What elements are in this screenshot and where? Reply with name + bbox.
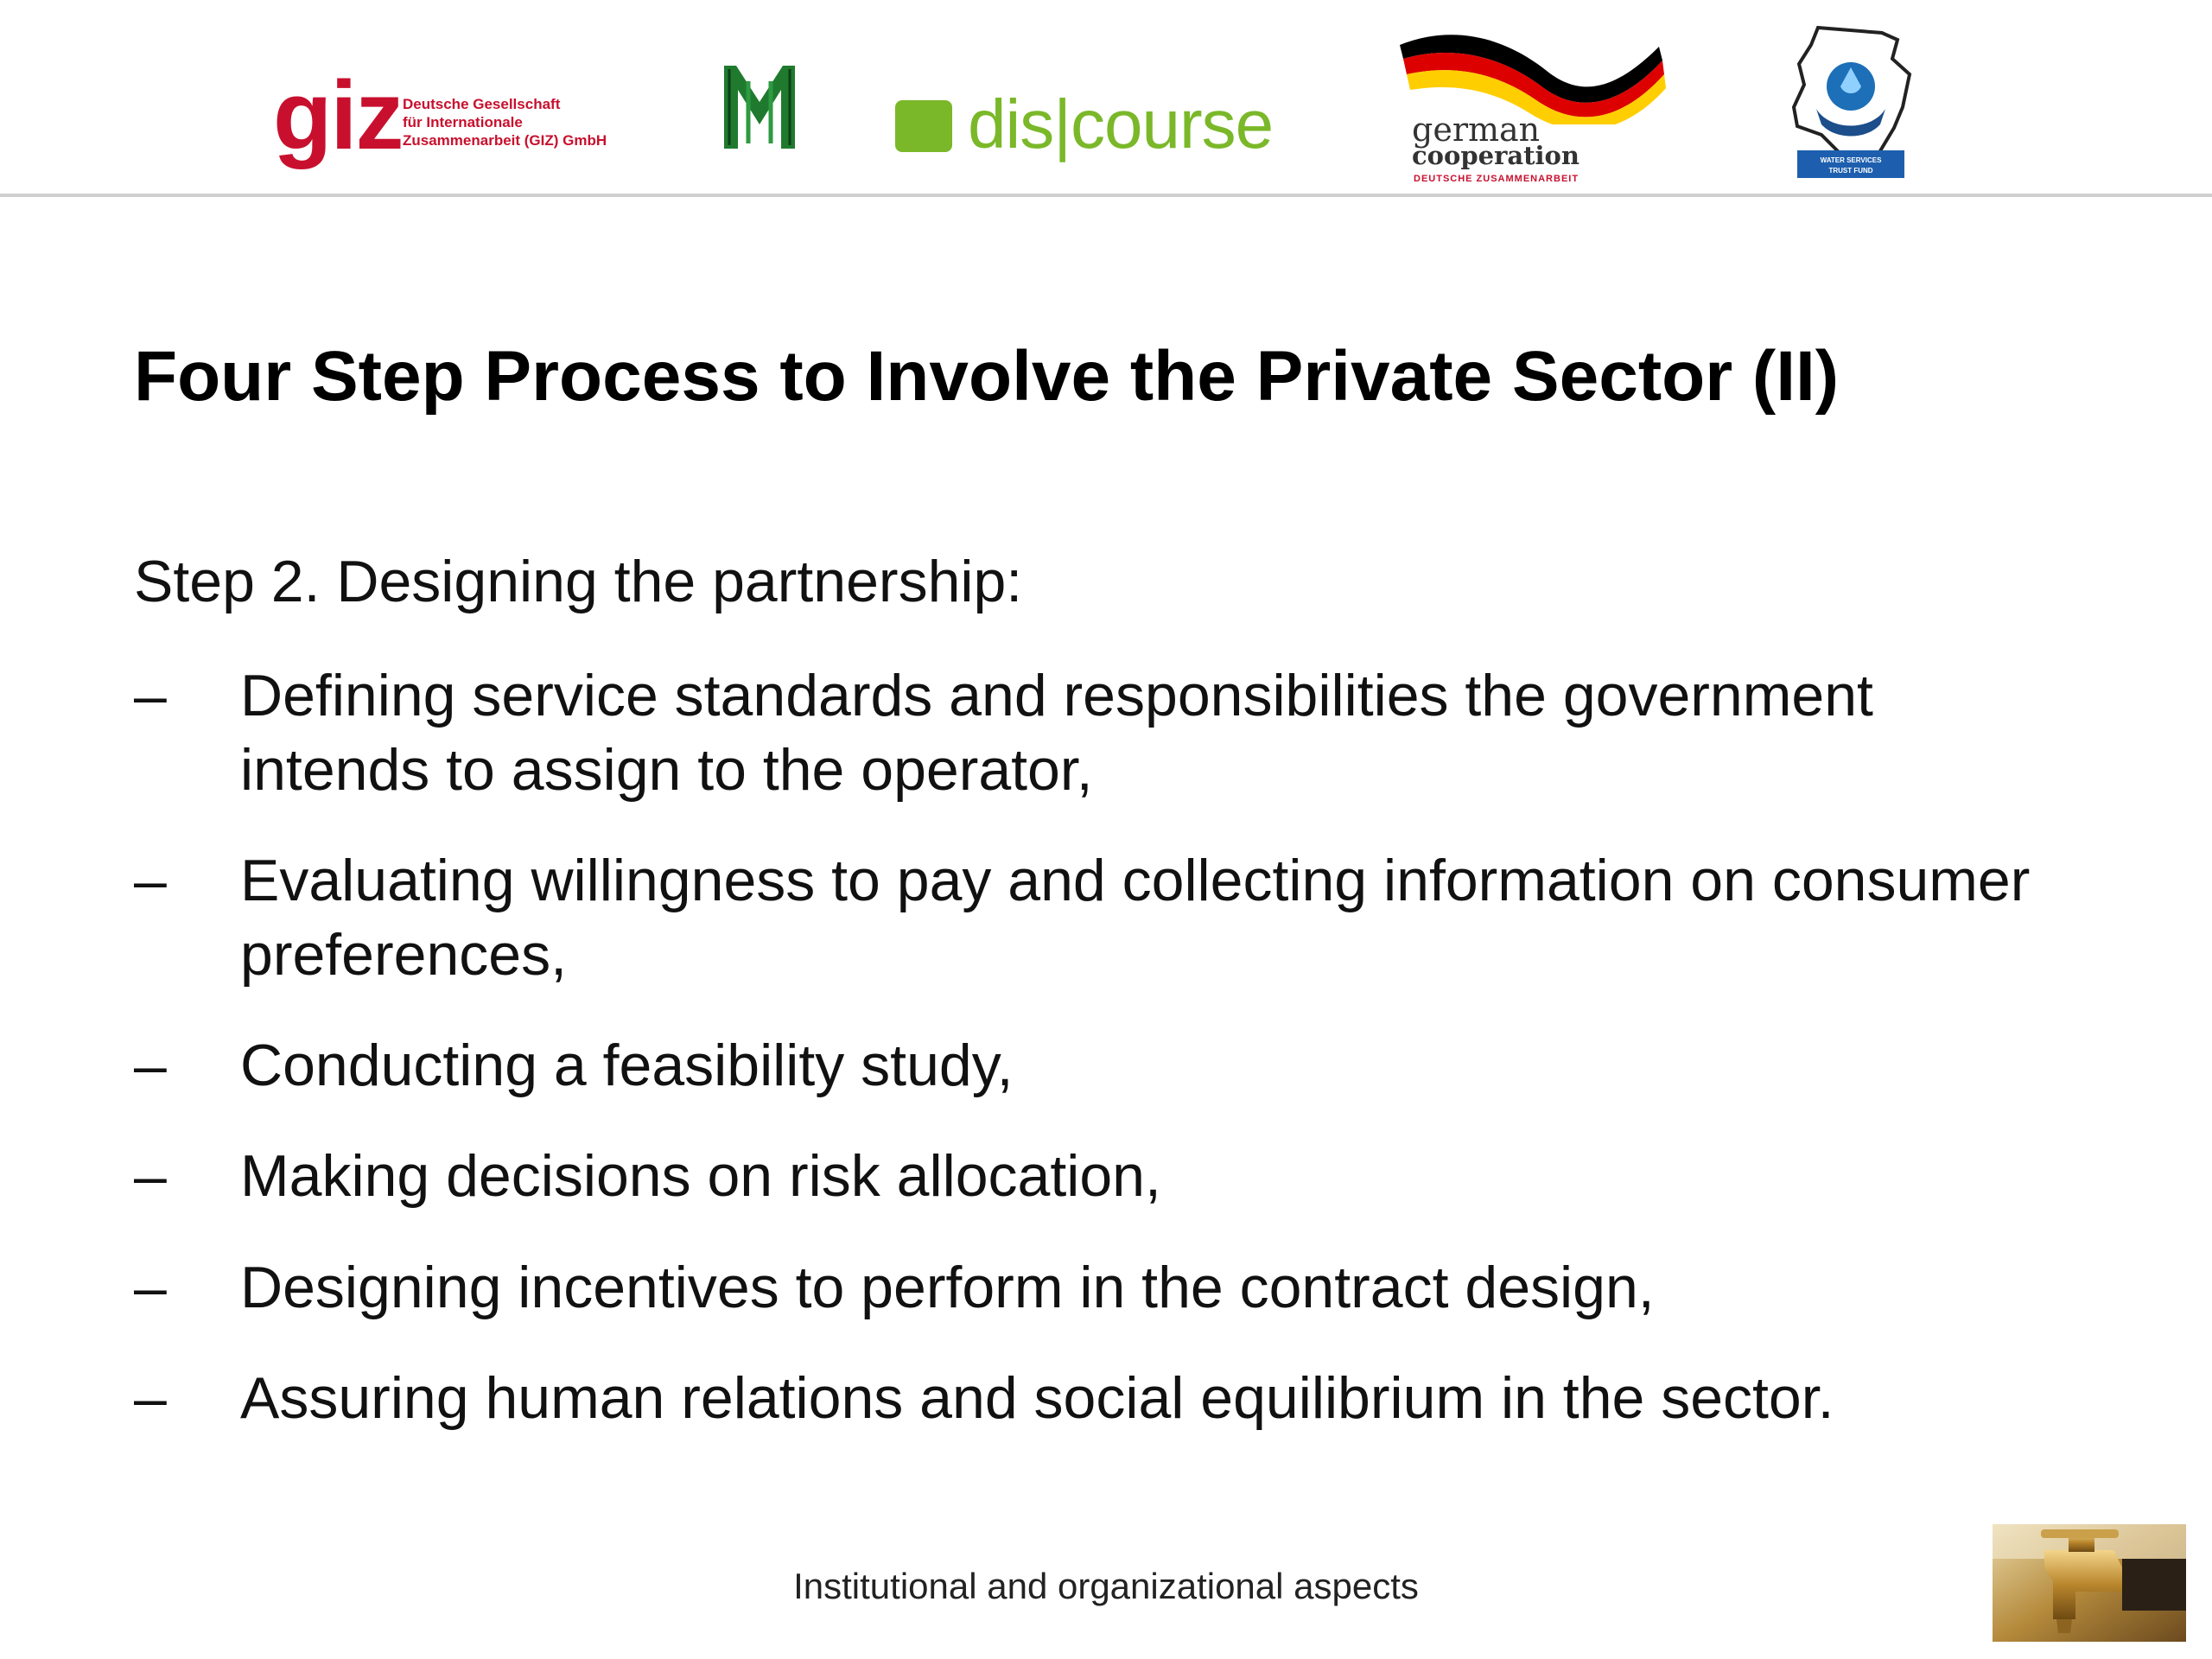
bullet-text-line: Defining service standards and responsibilities the government [240, 663, 1873, 728]
svg-text:WATER SERVICES: WATER SERVICES [1820, 156, 1882, 164]
giz-logo-line: Zusammenarbeit (GIZ) GmbH [403, 132, 607, 149]
water-services-trust-fund-logo [1787, 24, 1915, 190]
german-cooperation-logo [1400, 29, 1668, 188]
giz-logo-line: für Internationale [403, 114, 523, 130]
bullet-text-line: Conducting a feasibility study, [240, 1033, 1014, 1098]
discourse-logo [895, 86, 1293, 166]
german-cooperation-line1: german [1412, 111, 1541, 149]
slide-title: Four Step Process to Involve the Private Sector (II) [134, 337, 1840, 416]
bullet-dash: – [134, 1143, 167, 1209]
bullet-dash: – [134, 663, 167, 728]
bullet-text-line: Evaluating willingness to pay and collecting information on consumer [240, 848, 2031, 913]
german-cooperation-line2: cooperation [1412, 141, 1580, 170]
bullet-item [134, 843, 2104, 1028]
bullet-item [134, 1028, 2104, 1139]
giz-logo-subtitle [403, 95, 636, 149]
bullet-dash: – [134, 1365, 167, 1431]
bullet-item [134, 1139, 2104, 1250]
giz-logo-line: Deutsche Gesellschaft [403, 96, 561, 112]
discourse-logo-square [895, 100, 952, 152]
giz-logo-wordmark: giz [273, 61, 403, 169]
bullet-text-line: Making decisions on risk allocation, [240, 1143, 1161, 1209]
german-cooperation-line3: DEUTSCHE ZUSAMMENARBEIT [1414, 174, 1580, 184]
bullet-text-line: Designing incentives to perform in the contract design, [240, 1255, 1655, 1320]
bullet-item [134, 1361, 2104, 1471]
giz-logo [273, 61, 636, 176]
bullet-text-line: Assuring human relations and social equilibrium in the sector. [240, 1365, 1834, 1431]
water-tap-photo [1993, 1524, 2186, 1642]
discourse-logo-wordmark: dis|course [968, 86, 1274, 162]
slide-footer: Institutional and organizational aspects [793, 1566, 1419, 1606]
svg-text:TRUST FUND: TRUST FUND [1828, 167, 1873, 175]
bullet-item [134, 658, 2104, 843]
bullet-item [134, 1250, 2104, 1361]
bullet-dash: – [134, 1255, 167, 1320]
slide-header [0, 0, 2212, 195]
bullet-dash: – [134, 848, 167, 913]
bullet-list [134, 658, 2104, 1471]
header-divider [0, 194, 2212, 197]
bullet-text-line: preferences, [240, 922, 567, 988]
ministry-m-logo [722, 64, 797, 150]
bullet-text-line: intends to assign to the operator, [240, 737, 1093, 803]
step-heading: Step 2. Designing the partnership: [134, 549, 1023, 614]
bullet-dash: – [134, 1033, 167, 1098]
